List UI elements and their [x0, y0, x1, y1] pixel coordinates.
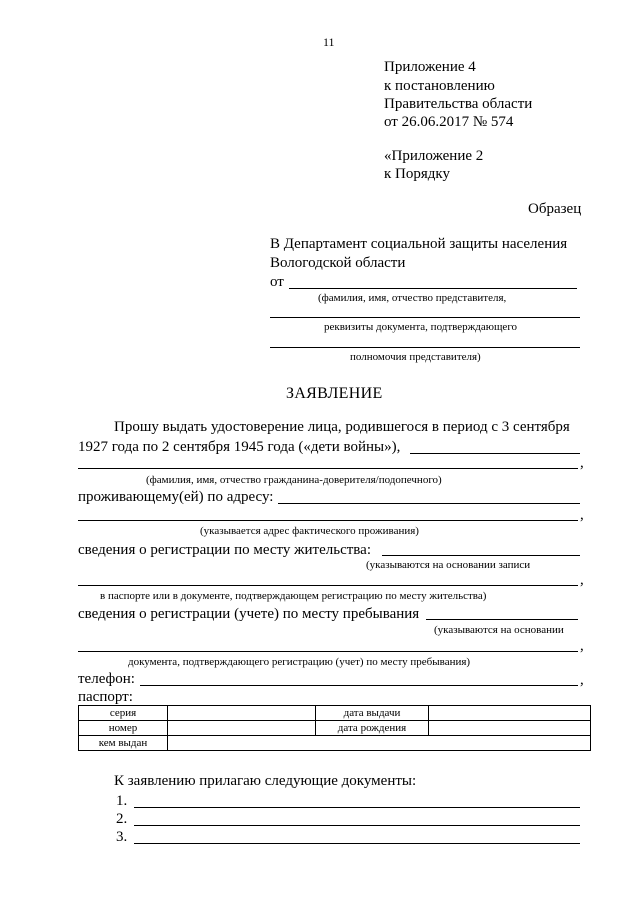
applicant-name-field-2[interactable] — [78, 468, 578, 469]
stay-registration-field[interactable] — [426, 619, 578, 620]
attachment-field-1[interactable] — [134, 807, 580, 808]
address-field[interactable] — [278, 503, 580, 504]
body-text: Прошу выдать удостоверение лица, родившегося в период с 3 сентября — [114, 419, 570, 435]
issue-date-label: дата выдачи — [316, 706, 429, 721]
representative-authority-field[interactable] — [270, 347, 580, 348]
body-text: 1927 года по 2 сентября 1945 года («дети войны»), — [78, 439, 401, 455]
field-hint: в паспорте или в документе, подтверждающем регистрацию по месту жительства) — [100, 590, 487, 602]
addressee-line: Вологодской области — [270, 255, 406, 271]
field-hint: (указываются на основании — [434, 624, 564, 636]
sample-label: Образец — [528, 201, 582, 217]
header-line: Правительства области — [384, 96, 533, 112]
header-subline: к Порядку — [384, 166, 450, 182]
attachment-field-2[interactable] — [134, 825, 580, 826]
header-line: от 26.06.2017 № 574 — [384, 114, 514, 130]
document-title: ЗАЯВЛЕНИЕ — [286, 385, 383, 402]
field-hint: полномочия представителя) — [350, 351, 481, 363]
field-hint: (фамилия, имя, отчество гражданина-доверителя/подопечного) — [146, 474, 442, 486]
issue-date-field[interactable] — [429, 706, 591, 721]
applicant-name-field[interactable] — [410, 453, 580, 454]
residence-registration-field-2[interactable] — [78, 585, 578, 586]
passport-table — [78, 705, 591, 751]
field-hint: (фамилия, имя, отчество представителя, — [318, 292, 507, 304]
address-label: проживающему(ей) по адресу: — [78, 489, 274, 505]
attachment-number: 3. — [116, 829, 128, 845]
field-hint: документа, подтверждающего регистрацию (учет) по месту пребывания) — [128, 656, 471, 668]
table-row — [79, 721, 591, 736]
from-label: от — [270, 274, 284, 290]
issued-by-label: кем выдан — [79, 736, 168, 751]
field-hint: (указывается адрес фактического проживания) — [200, 525, 419, 537]
comma: , — [580, 455, 584, 471]
phone-label: телефон: — [78, 671, 135, 687]
birth-date-field[interactable] — [429, 721, 591, 736]
representative-document-field[interactable] — [270, 317, 580, 318]
header-line: Приложение 4 — [384, 59, 476, 75]
phone-field[interactable] — [140, 685, 578, 686]
comma: , — [580, 672, 584, 688]
attachment-number: 1. — [116, 793, 128, 809]
number-label: номер — [79, 721, 168, 736]
attachments-intro: К заявлению прилагаю следующие документы: — [114, 773, 417, 789]
field-hint: реквизиты документа, подтверждающего — [324, 321, 518, 333]
table-row — [79, 706, 591, 721]
comma: , — [580, 507, 584, 523]
addressee-line: В Департамент социальной защиты населения — [270, 236, 568, 252]
table-row — [79, 736, 591, 751]
attachment-field-3[interactable] — [134, 843, 580, 844]
birth-date-label: дата рождения — [316, 721, 429, 736]
attachment-number: 2. — [116, 811, 128, 827]
residence-registration-label: сведения о регистрации по месту жительства: — [78, 542, 371, 558]
representative-name-field[interactable] — [289, 288, 577, 289]
series-label: серия — [79, 706, 168, 721]
series-field[interactable] — [168, 706, 316, 721]
header-line: к постановлению — [384, 78, 495, 94]
stay-registration-label: сведения о регистрации (учете) по месту пребывания — [78, 606, 420, 622]
number-field[interactable] — [168, 721, 316, 736]
residence-registration-field[interactable] — [382, 555, 580, 556]
header-subline: «Приложение 2 — [384, 148, 484, 164]
comma: , — [580, 572, 584, 588]
address-field-2[interactable] — [78, 520, 578, 521]
page-number: 11 — [323, 35, 335, 49]
field-hint: (указываются на основании записи — [366, 559, 531, 571]
comma: , — [580, 638, 584, 654]
stay-registration-field-2[interactable] — [78, 651, 578, 652]
passport-label: паспорт: — [78, 689, 133, 705]
issued-by-field[interactable] — [168, 736, 591, 751]
